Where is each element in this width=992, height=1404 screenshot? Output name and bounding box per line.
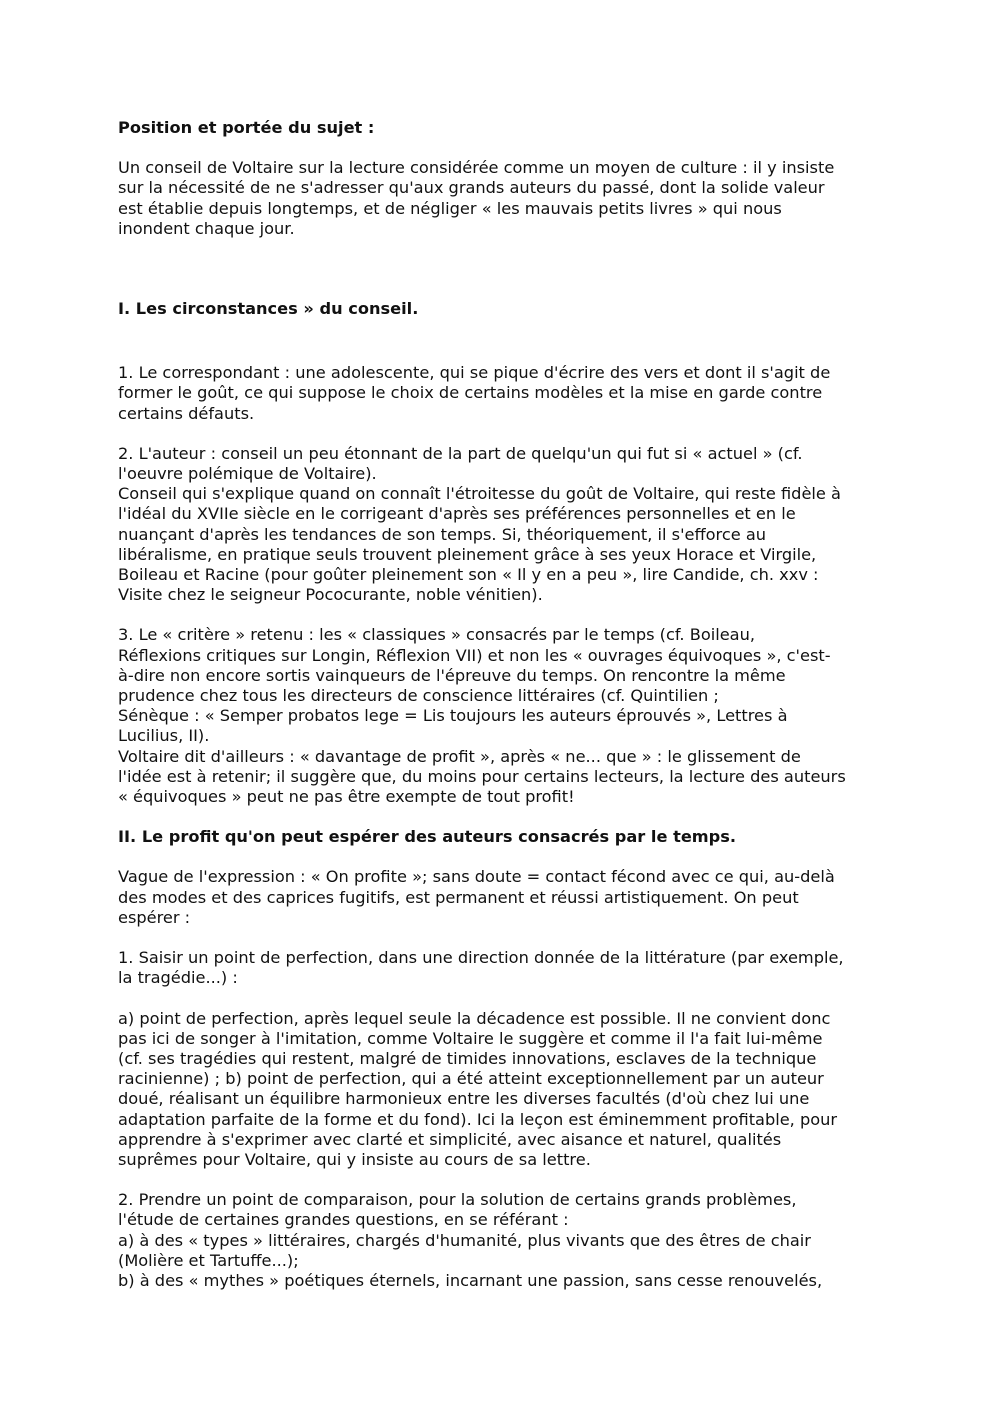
spacer <box>118 807 878 827</box>
text-line: apprendre à s'exprimer avec clarté et simplicité, avec aisance et naturel, qualités <box>118 1129 782 1149</box>
text-line: 1. Saisir un point de perfection, dans une direction donnée de la littérature (par exemple, <box>118 948 844 968</box>
text-line: (Molière et Tartuffe...); <box>118 1250 299 1270</box>
text-line: l'idée est à retenir; il suggère que, du moins pour certains lecteurs, la lecture des auteurs <box>118 766 846 786</box>
text-line: a) à des « types » littéraires, chargés d'humanité, plus vivants que des êtres de chair <box>118 1230 811 1250</box>
part1-paragraph-3 <box>118 625 878 807</box>
text-line: inondent chaque jour. <box>118 218 295 238</box>
text-line: Visite chez le seigneur Pococurante, noble vénitien). <box>118 585 543 605</box>
spacer <box>118 989 878 1009</box>
text-line: libéralisme, en pratique seuls trouvent pleinement grâce à ses yeux Horace et Virgile, <box>118 544 817 564</box>
spacer <box>118 928 878 948</box>
heading-part-2: II. Le profit qu'on peut espérer des auteurs consacrés par le temps. <box>118 827 737 847</box>
part1-paragraph-2 <box>118 444 878 606</box>
text-line: b) à des « mythes » poétiques éternels, incarnant une passion, sans cesse renouvelés, <box>118 1270 823 1290</box>
text-line: a) point de perfection, après lequel seule la décadence est possible. Il ne convient donc <box>118 1008 831 1028</box>
spacer <box>118 138 878 158</box>
spacer <box>118 1170 878 1190</box>
text-line: 2. Prendre un point de comparaison, pour la solution de certains grands problèmes, <box>118 1190 797 1210</box>
text-line: Sénèque : « Semper probatos lege = Lis toujours les auteurs éprouvés », Lettres à <box>118 706 788 726</box>
text-line: doué, réalisant un équilibre harmonieux entre les diverses facultés (d'où chez lui une <box>118 1089 810 1109</box>
text-line: Voltaire dit d'ailleurs : « davantage de profit », après « ne... que » : le glissement de <box>118 746 801 766</box>
spacer <box>118 319 878 363</box>
text-line: Vague de l'expression : « On profite »; sans doute = contact fécond avec ce qui, au-delà <box>118 867 835 887</box>
heading-part-1: I. Les circonstances » du conseil. <box>118 299 419 319</box>
text-line: racinienne) ; b) point de perfection, qui a été atteint exceptionnellement par un auteur <box>118 1069 824 1089</box>
text-line: adaptation parfaite de la forme et du fond). Ici la leçon est éminemment profitable, pour <box>118 1109 838 1129</box>
spacer <box>118 605 878 625</box>
text-line: suprêmes pour Voltaire, qui y insiste au cours de sa lettre. <box>118 1149 591 1169</box>
text-line: est établie depuis longtemps, et de négliger « les mauvais petits livres » qui nous <box>118 198 782 218</box>
part2-intro <box>118 867 878 928</box>
part2-paragraph-1 <box>118 948 878 988</box>
text-line: Un conseil de Voltaire sur la lecture considérée comme un moyen de culture : il y insiste <box>118 158 835 178</box>
intro-paragraph <box>118 158 878 239</box>
part2-paragraph-3 <box>118 1190 878 1291</box>
spacer <box>118 279 878 299</box>
heading-position: Position et portée du sujet : <box>118 118 375 137</box>
text-line: certains défauts. <box>118 403 255 423</box>
text-line: « équivoques » peut ne pas être exempte de tout profit! <box>118 787 575 807</box>
text-line: la tragédie...) : <box>118 968 238 988</box>
document-page <box>118 118 878 1291</box>
text-line: l'idéal du XVIIe siècle en le corrigeant d'après ses préférences personnelles et en le <box>118 504 796 524</box>
text-line: Boileau et Racine (pour goûter pleinement son « Il y en a peu », lire Candide, ch. xxv : <box>118 565 819 585</box>
text-line: à-dire non encore sortis vainqueurs de l'épreuve du temps. On rencontre la même <box>118 665 786 685</box>
text-line: des modes et des caprices fugitifs, est permanent et réussi artistiquement. On peut <box>118 887 799 907</box>
text-line: pas ici de songer à l'imitation, comme Voltaire le suggère et comme il l'a fait lui-même <box>118 1028 823 1048</box>
text-line: 1. Le correspondant : une adolescente, qui se pique d'écrire des vers et dont il s'agit de <box>118 363 831 383</box>
text-line: Réflexions critiques sur Longin, Réflexion VII) et non les « ouvrages équivoques », c'est- <box>118 645 831 665</box>
text-line: nuançant d'après les tendances de son temps. Si, théoriquement, il s'efforce au <box>118 524 767 544</box>
text-line: espérer : <box>118 907 191 927</box>
text-line: former le goût, ce qui suppose le choix de certains modèles et la mise en garde contre <box>118 383 823 403</box>
text-line: Lucilius, II). <box>118 726 210 746</box>
text-line: l'oeuvre polémique de Voltaire). <box>118 464 377 484</box>
text-line: prudence chez tous les directeurs de conscience littéraires (cf. Quintilien ; <box>118 686 719 706</box>
text-line: l'étude de certaines grandes questions, en se référant : <box>118 1210 569 1230</box>
text-line: Conseil qui s'explique quand on connaît l'étroitesse du goût de Voltaire, qui reste fidèle à <box>118 484 841 504</box>
part1-paragraph-1 <box>118 363 878 424</box>
text-line: 2. L'auteur : conseil un peu étonnant de la part de quelqu'un qui fut si « actuel » (cf. <box>118 443 803 463</box>
text-line: sur la nécessité de ne s'adresser qu'aux grands auteurs du passé, dont la solide valeur <box>118 178 825 198</box>
part2-paragraph-2 <box>118 1009 878 1171</box>
text-line: (cf. ses tragédies qui restent, malgré de timides innovations, esclaves de la technique <box>118 1048 817 1068</box>
text-line: 3. Le « critère » retenu : les « classiques » consacrés par le temps (cf. Boileau, <box>118 625 756 645</box>
spacer <box>118 424 878 444</box>
spacer <box>118 847 878 867</box>
spacer <box>118 239 878 279</box>
